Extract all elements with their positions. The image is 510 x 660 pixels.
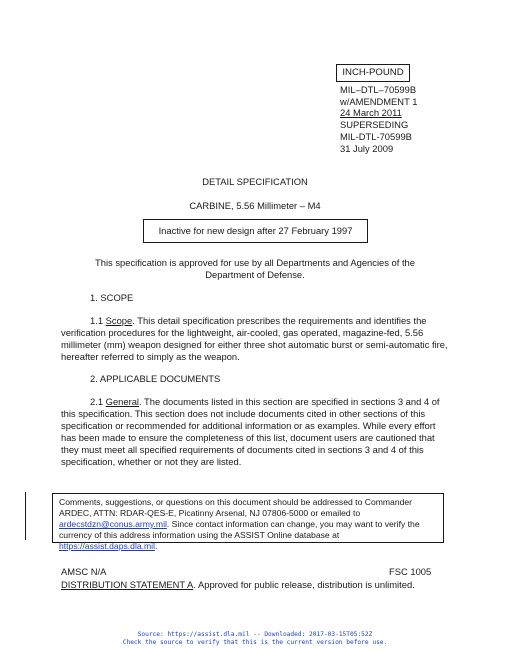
scope-text: . This detail specification prescribes the requirements and identifies the verification procedures for the lightweight, air-cooled, gas operated, magazine-fed, 5.56 millimeter (mm) weapon designed for either three shot automatic burst or semi-automatic fire, hereafter referred to simply as the weapon. — [61, 315, 448, 362]
amsc-label: AMSC N/A — [61, 566, 107, 577]
doc-number: MIL–DTL–70599B — [340, 84, 417, 95]
general-number: 2.1 — [90, 396, 104, 407]
general-text: . The documents listed in this section are specified in sections 3 and 4 of this specification. This section does not include documents cited in other sections of this specification or recommended for additional information or as examples. While every effort has been made to ensure the completeness of this list, document users are cautioned that they must meet all specified requirements of documents cited in sections 3 and 4 of this specification, whether or not they are listed. — [61, 396, 440, 467]
inch-pound-label: INCH-POUND — [342, 67, 404, 78]
inch-pound-box — [336, 64, 410, 82]
distribution-statement-label: DISTRIBUTION STATEMENT A — [61, 579, 194, 590]
general-term: General — [105, 396, 140, 407]
source-footer-line-1: Source: https://assist.dla.mil -- Downloaded: 2017-03-15T05:52Z — [137, 631, 373, 638]
amendment-number: w/AMENDMENT 1 — [340, 95, 418, 107]
comments-text-1: Comments, suggestions, or questions on this document should be addressed to Commander ARDEC, ATTN: RDAR-QES-E, Picatinny Arsenal, NJ 07806-5000 or emailed to — [59, 497, 413, 518]
comments-text-2: . Since contact information can change, you may want to verify the currency of this address information using the ASSIST Online database at — [59, 519, 420, 540]
document-identifier-block — [340, 84, 470, 154]
approval-line-2: Department of Defense. — [205, 269, 305, 280]
item-title: CARBINE, 5.56 Millimeter – M4 — [189, 200, 321, 211]
superseded-doc-number: MIL-DTL-70599B — [340, 130, 412, 142]
distribution-statement — [61, 579, 415, 591]
superseded-doc-date: 31 July 2009 — [340, 142, 394, 154]
revision-change-bar — [25, 492, 26, 540]
general-paragraph — [61, 396, 451, 468]
superseding-label: SUPERSEDING — [340, 119, 409, 131]
source-footer-line-2: Check the source to verify that this is the current version before use. — [122, 639, 388, 646]
inactive-notice-box — [143, 219, 368, 243]
fsc-label: FSC 1005 — [389, 566, 432, 577]
comments-box — [52, 493, 444, 551]
applicable-documents-heading: 2. APPLICABLE DOCUMENTS — [90, 373, 221, 384]
assist-url-link[interactable]: https://assist.daps.dla.mil — [59, 541, 156, 551]
distribution-statement-text: . Approved for public release, distribution is unlimited. — [193, 579, 415, 590]
scope-paragraph — [61, 315, 451, 363]
comments-text-3: . — [155, 541, 158, 551]
email-link[interactable]: ardecstdzn@conus.army.mil — [59, 519, 167, 529]
inactive-notice-text: Inactive for new design after 27 February 1997 — [158, 225, 353, 236]
spec-type-heading: DETAIL SPECIFICATION — [202, 176, 308, 187]
amendment-date: 24 March 2011 — [340, 107, 402, 119]
scope-term: Scope — [105, 315, 133, 326]
scope-heading: 1. SCOPE — [90, 292, 134, 303]
scope-number: 1.1 — [90, 315, 104, 326]
approval-line-1: This specification is approved for use by all Departments and Agencies of the — [95, 257, 415, 268]
